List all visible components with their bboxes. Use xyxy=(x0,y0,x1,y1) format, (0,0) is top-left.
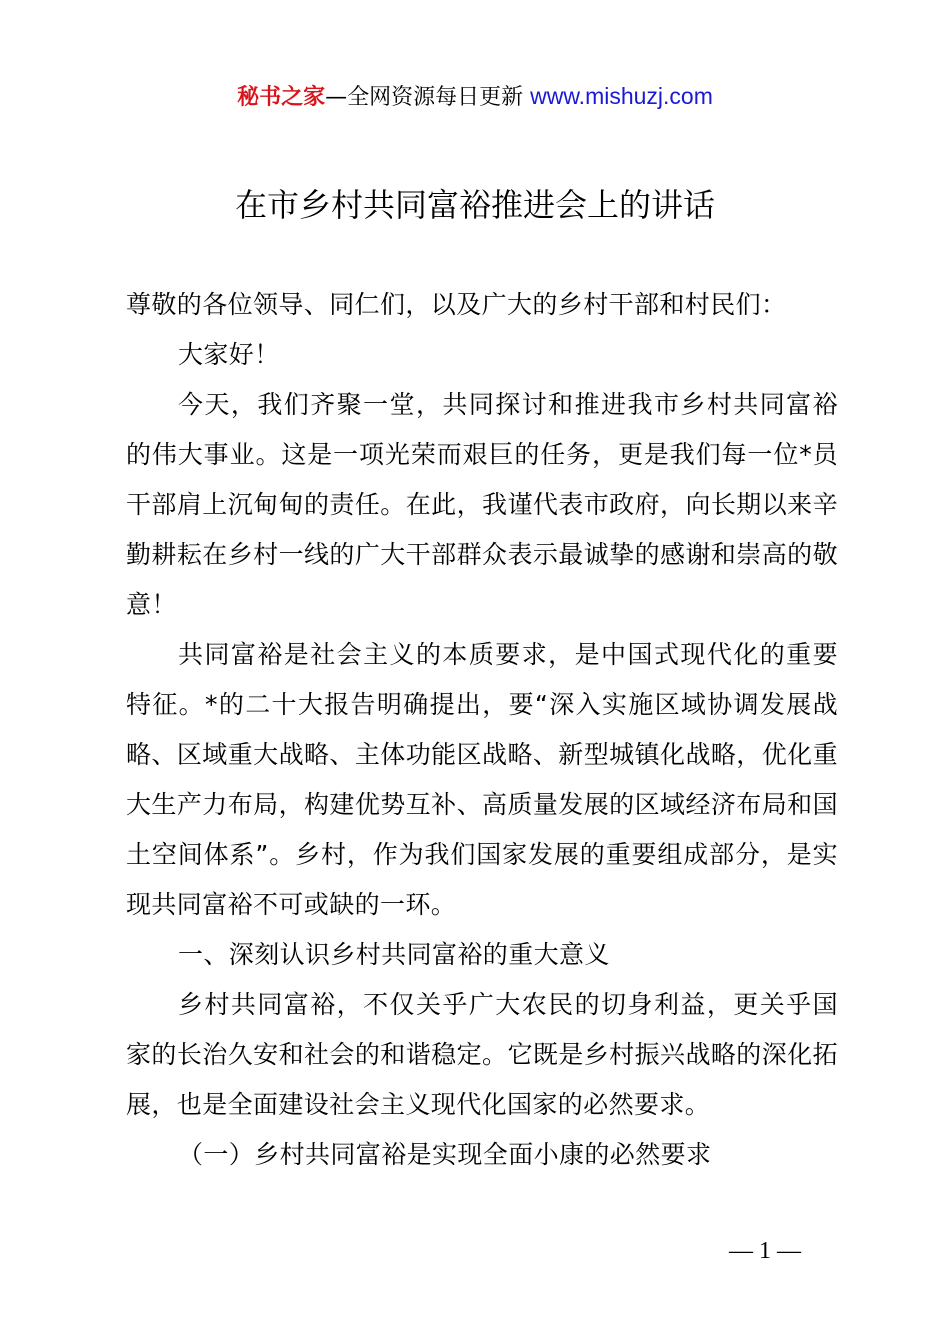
site-header xyxy=(0,80,950,114)
body-paragraph: 乡村共同富裕，不仅关乎广大农民的切身利益，更关乎国家的长治久安和社会的和谐稳定。它既是乡村振兴战略的深化拓展，也是全面建设社会主义现代化国家的必然要求。 xyxy=(126,990,838,1119)
greeting-paragraph: 大家好！ xyxy=(178,340,280,369)
salutation-paragraph: 尊敬的各位领导、同仁们，以及广大的乡村干部和村民们： xyxy=(126,290,787,319)
subsection-heading: （一）乡村共同富裕是实现全面小康的必然要求 xyxy=(178,1140,712,1169)
document-title: 在市乡村共同富裕推进会上的讲话 xyxy=(234,186,715,224)
header-slogan: —全网资源每日更新 xyxy=(325,85,531,110)
body-paragraph: 今天，我们齐聚一堂，共同探讨和推进我市乡村共同富裕的伟大事业。这是一项光荣而艰巨的任务，更是我们每一位*员干部肩上沉甸甸的责任。在此，我谨代表市政府，向长期以来辛勤耕耘在乡村一线的广大干部群众表示最诚挚的感谢和崇高的敬意！ xyxy=(126,390,838,619)
header-url-link[interactable]: www.mishuzj.com xyxy=(530,83,713,109)
section-heading: 一、深刻认识乡村共同富裕的重大意义 xyxy=(178,940,610,969)
page-number: — 1 — xyxy=(729,1238,801,1264)
header-brand: 秘书之家 xyxy=(237,85,326,110)
body-paragraph: 共同富裕是社会主义的本质要求，是中国式现代化的重要特征。*的二十大报告明确提出，要“深入实施区域协调发展战略、区域重大战略、主体功能区战略、新型城镇化战略，优化重大生产力布局，构建优势互补、高质量发展的区域经济布局和国土空间体系”。乡村，作为我们国家发展的重要组成部分，是实现共同富裕不可或缺的一环。 xyxy=(126,640,838,919)
document-body xyxy=(126,280,838,1180)
